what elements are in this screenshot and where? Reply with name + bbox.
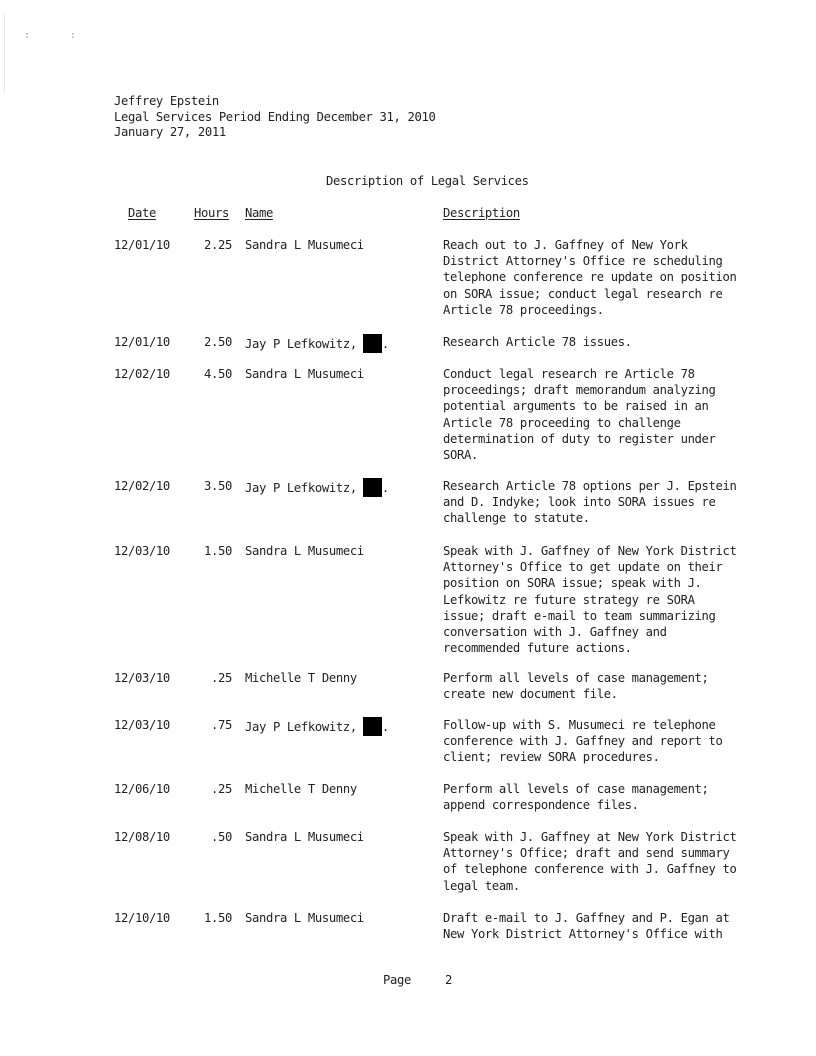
description-line: legal team.: [443, 878, 520, 893]
redaction-box: [363, 334, 382, 353]
document-header: [114, 94, 435, 141]
redaction-box: [363, 717, 382, 736]
entry-timekeeper: [245, 543, 364, 559]
description-line: position on SORA issue; speak with J.: [443, 576, 702, 591]
description-line: Draft e-mail to J. Gaffney and P. Egan at: [443, 911, 730, 925]
entry-date: 12/03/10: [114, 544, 170, 558]
description-line: on SORA issue; conduct legal research re: [443, 286, 723, 301]
description-line: challenge to statute.: [443, 511, 590, 526]
client-name: Jeffrey Epstein: [114, 94, 219, 108]
column-header-description: Description: [443, 206, 520, 220]
entry-date: 12/02/10: [114, 479, 170, 493]
entry-timekeeper-name: Sandra L Musumeci: [245, 911, 364, 925]
entry-timekeeper: [245, 334, 389, 353]
entry-hours: 2.25: [204, 238, 232, 252]
entry-timekeeper-name: Michelle T Denny: [245, 782, 357, 796]
entry-timekeeper: [245, 237, 364, 253]
entry-description: [443, 717, 763, 766]
entry-timekeeper-name: Sandra L Musumeci: [245, 367, 364, 381]
redaction-period: .: [381, 481, 389, 495]
entry-timekeeper-name: Sandra L Musumeci: [245, 238, 364, 252]
description-line: District Attorney's Office re scheduling: [443, 254, 723, 269]
billing-period: Legal Services Period Ending December 31, 2010: [114, 109, 436, 124]
column-header-name: Name: [245, 206, 273, 220]
description-line: Lefkowitz re future strategy re SORA: [443, 592, 695, 607]
description-line: SORA.: [443, 448, 478, 463]
entry-timekeeper-name: Sandra L Musumeci: [245, 544, 364, 558]
entry-date: 12/06/10: [114, 782, 170, 796]
description-line: issue; draft e-mail to team summarizing: [443, 608, 716, 623]
description-line: Speak with J. Gaffney of New York District: [443, 544, 737, 558]
description-line: Speak with J. Gaffney at New York District: [443, 830, 737, 844]
entry-timekeeper: [245, 910, 364, 926]
entry-date: 12/01/10: [114, 335, 170, 349]
entry-hours: 3.50: [204, 479, 232, 493]
description-line: client; review SORA procedures.: [443, 750, 660, 765]
entry-description: [443, 543, 763, 656]
description-line: Perform all levels of case management;: [443, 782, 709, 796]
entry-timekeeper-name: Jay P Lefkowitz,: [245, 720, 357, 734]
description-line: Reach out to J. Gaffney of New York: [443, 238, 688, 252]
entry-timekeeper: [245, 717, 389, 736]
column-header-hours: Hours: [194, 206, 229, 220]
description-line: potential arguments to be raised in an: [443, 399, 709, 414]
entry-date: 12/03/10: [114, 671, 170, 685]
entry-date: 12/08/10: [114, 830, 170, 844]
column-header-date: Date: [128, 206, 156, 220]
redaction-period: .: [381, 720, 389, 734]
entry-timekeeper: [245, 829, 364, 845]
entry-hours: .75: [211, 718, 232, 732]
entry-date: 12/10/10: [114, 911, 170, 925]
description-line: Attorney's Office; draft and send summary: [443, 846, 730, 861]
description-line: New York District Attorney's Office with: [443, 927, 723, 942]
description-line: append correspondence files.: [443, 798, 639, 813]
description-line: of telephone conference with J. Gaffney to: [443, 862, 737, 877]
entry-description: [443, 334, 763, 350]
entry-timekeeper-name: Jay P Lefkowitz,: [245, 337, 357, 351]
description-line: Attorney's Office to get update on their: [443, 560, 723, 575]
description-line: Research Article 78 options per J. Epstein: [443, 479, 737, 493]
entry-hours: .50: [211, 830, 232, 844]
entry-hours: .25: [211, 671, 232, 685]
description-line: Conduct legal research re Article 78: [443, 367, 695, 381]
entry-hours: 4.50: [204, 367, 232, 381]
description-line: Research Article 78 issues.: [443, 335, 632, 349]
entry-timekeeper-name: Sandra L Musumeci: [245, 830, 364, 844]
section-title: Description of Legal Services: [326, 174, 529, 188]
entry-description: [443, 670, 763, 702]
scan-mark: :: [24, 30, 30, 41]
page-number: 2: [444, 973, 452, 987]
redaction-box: [363, 478, 382, 497]
entry-description: [443, 478, 763, 527]
entry-timekeeper: [245, 670, 357, 686]
entry-timekeeper: [245, 781, 357, 797]
description-line: conversation with J. Gaffney and: [443, 625, 667, 640]
redaction-period: .: [381, 337, 389, 351]
entry-description: [443, 910, 763, 942]
entry-hours: 1.50: [204, 911, 232, 925]
entry-hours: 2.50: [204, 335, 232, 349]
page-label: Page: [383, 973, 411, 987]
description-line: telephone conference re update on position: [443, 270, 737, 285]
description-line: Article 78 proceedings.: [443, 302, 604, 317]
entry-date: 12/02/10: [114, 367, 170, 381]
entry-description: [443, 829, 763, 894]
entry-timekeeper: [245, 366, 364, 382]
invoice-date: January 27, 2011: [114, 125, 226, 139]
description-line: Follow-up with S. Musumeci re telephone: [443, 718, 716, 732]
scan-edge-line: [4, 14, 5, 94]
description-line: determination of duty to register under: [443, 431, 716, 446]
entry-date: 12/01/10: [114, 238, 170, 252]
entry-timekeeper-name: Jay P Lefkowitz,: [245, 481, 357, 495]
entry-description: [443, 781, 763, 813]
entry-timekeeper-name: Michelle T Denny: [245, 671, 357, 685]
description-line: recommended future actions.: [443, 641, 632, 656]
scan-mark: :: [70, 30, 76, 41]
description-line: create new document file.: [443, 687, 618, 702]
description-line: Article 78 proceeding to challenge: [443, 415, 681, 430]
entry-hours: .25: [211, 782, 232, 796]
page-footer: [383, 973, 452, 987]
description-line: proceedings; draft memorandum analyzing: [443, 383, 716, 398]
description-line: and D. Indyke; look into SORA issues re: [443, 495, 716, 510]
description-line: Perform all levels of case management;: [443, 671, 709, 685]
description-line: conference with J. Gaffney and report to: [443, 734, 723, 749]
entry-timekeeper: [245, 478, 389, 497]
entry-description: [443, 366, 763, 463]
entry-hours: 1.50: [204, 544, 232, 558]
entry-date: 12/03/10: [114, 718, 170, 732]
entry-description: [443, 237, 763, 318]
